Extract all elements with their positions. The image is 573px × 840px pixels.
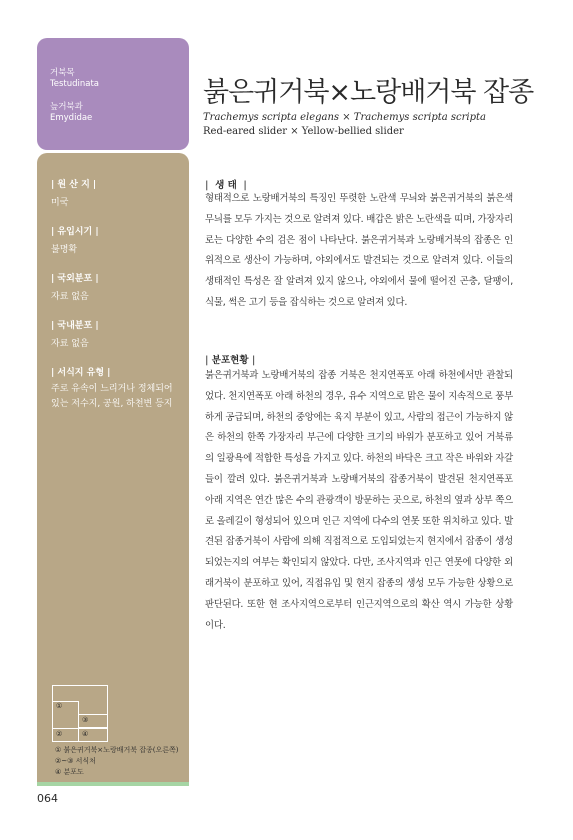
domestic-distribution-value: 자료 없음: [51, 339, 89, 349]
introduction-value: 불명확: [51, 245, 78, 255]
figure-num-4: ④: [82, 730, 89, 738]
scientific-name: Trachemys scripta elegans × Trachemys scripta scripta: [203, 112, 486, 123]
distribution-heading: | 분포현황 |: [205, 355, 256, 366]
global-distribution-value: 자료 없음: [51, 292, 89, 302]
figure-legend-2: ②~③ 서식처: [55, 757, 96, 765]
order-latin: Testudinata: [50, 79, 100, 89]
figure-num-3: ③: [82, 716, 89, 724]
domestic-distribution-label: | 국내분포 |: [51, 321, 99, 331]
distribution-text: 붉은귀거북과 노랑배거북의 잡종 거북은 천지연폭포 아래 하천에서만 관찰되었다. 천지연폭포 아래 하천의 경우, 유수 지역으로 맑은 물이 지속적으로 풍부하게 공급되며, 하천의 중앙에는 육지 부분이 있고, 사람의 접근이 가능하지 않은 하천의 한쪽 가장자리 부근에 다양한 크기의 바위가 분포하고 있어 거북류의 일광욕에 적합한 특성을 가지고 있다. 하천의 바닥은 크고 작은 바위와 자갈들이 깔려 있다. 붉은귀거북과 노랑배거북의 잡종거북이 발견된 천지연폭포 아래 지역은 연간 많은 수의 관광객이 방문하는 곳으로, 하천의 옆과 상부 쪽으로 올레길이 형성되어 있으며 인근 지역에 다수의 연못 또한 위치하고 있다. 발견된 잡종거북이 사람에 의해 직접적으로 도입되었는지 현지에서 잡종이 생성되었는지의 여부는 확인되지 않았다. 다만, 조사지역과 인근 연못에 다양한 외래거북이 분포하고 있어, 직접유입 및 현지 잡종의 생성 모두 가능한 상황으로 판단된다. 또한 현 조사지역으로부터 인근지역으로의 확산 역시 가능한 상황이다.: [205, 370, 513, 631]
ecology-heading: | 생 태 |: [205, 180, 247, 191]
taxonomy-box: [37, 38, 189, 150]
ecology-heading-text: 생 태: [215, 180, 237, 191]
figure-num-1: ①: [56, 702, 63, 710]
page-number: 064: [37, 792, 58, 805]
habitat-value: 주로 유속이 느리거나 정체되어 있는 저수지, 공원, 하천변 등지: [51, 384, 173, 409]
habitat-label: | 서식지 유형 |: [51, 368, 111, 378]
info-sidebar: [37, 153, 189, 785]
distribution-heading-text: 분포현황: [211, 355, 249, 366]
order-ko: 거북목: [50, 68, 75, 78]
family-latin: Emydidae: [50, 113, 93, 123]
origin-value: 미국: [51, 198, 69, 208]
page-title: 붉은귀거북×노랑배거북 잡종: [203, 77, 534, 108]
origin-label: | 원 산 지 |: [51, 180, 97, 190]
english-name: Red-eared slider × Yellow-bellied slider: [203, 126, 404, 137]
ecology-text: 형태적으로 노랑배거북의 특징인 뚜렷한 노란색 무늬와 붉은귀거북의 붉은색 무늬를 모두 가지는 것으로 알려져 있다. 배갑은 밝은 노란색을 띠며, 가장자리로는 다양한 수의 검은 점이 나타난다. 붉은귀거북과 노랑배거북의 잡종은 인위적으로 생산이 가능하며, 야외에서도 발견되는 것으로 알려져 있다. 이들의 생태적인 특성은 잘 알려져 있지 않으나, 야외에서 물에 떨어진 곤충, 달팽이, 식물, 썩은 고기 등을 잡식하는 것으로 알려져 있다.: [205, 193, 513, 308]
family-ko: 늪거북과: [50, 102, 83, 112]
introduction-label: | 유입시기 |: [51, 227, 99, 237]
sidebar-bottom-accent: [37, 782, 189, 786]
figure-num-2: ②: [56, 730, 63, 738]
figure-legend-3: ④ 분포도: [55, 768, 84, 776]
figure-legend-1: ① 붉은귀거북×노랑배거북 잡종(오른쪽): [55, 746, 179, 754]
global-distribution-label: | 국외분포 |: [51, 274, 99, 284]
